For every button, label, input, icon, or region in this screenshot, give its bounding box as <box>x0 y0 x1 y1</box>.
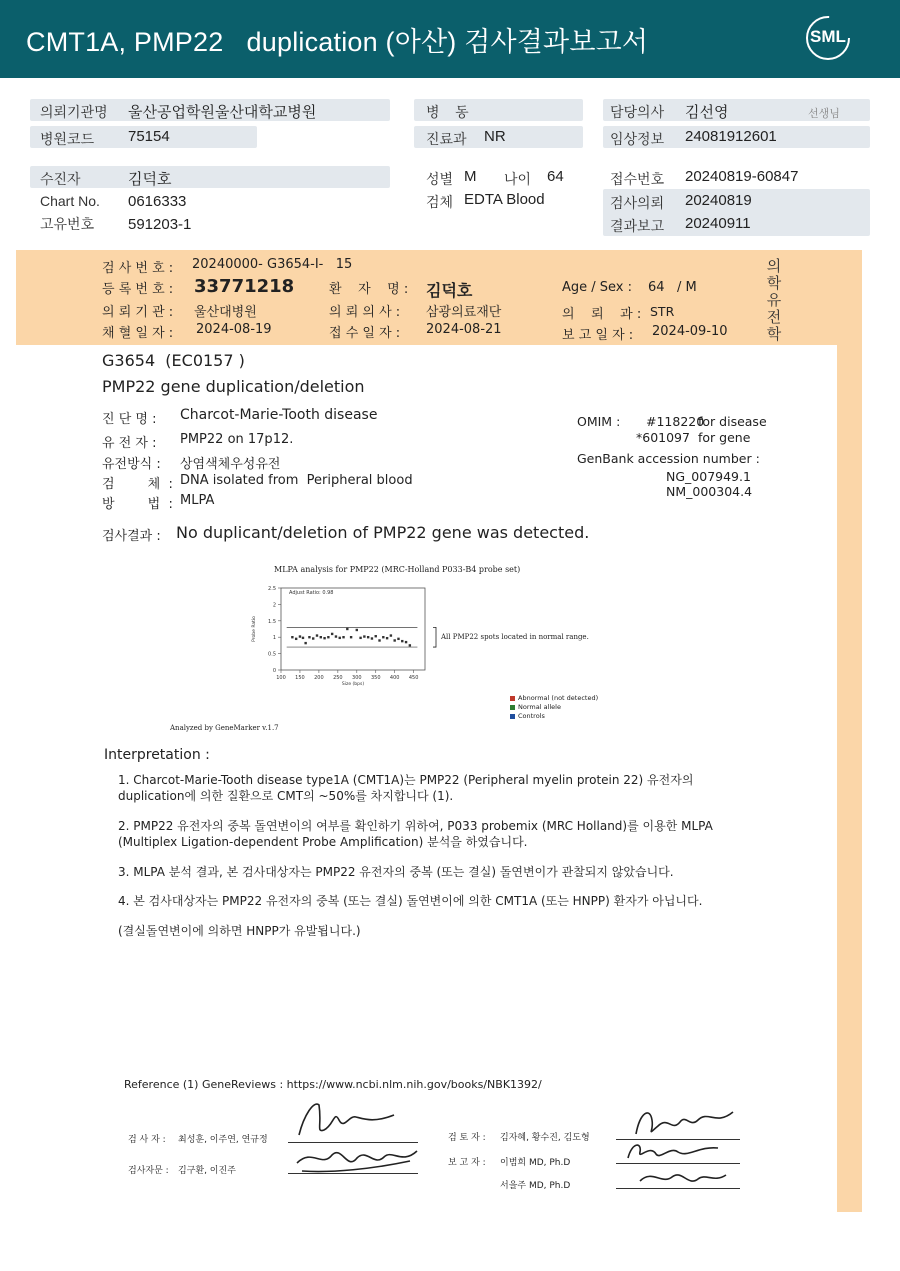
draw-date-value: 2024-08-19 <box>196 322 272 337</box>
chart-no-value: 0616333 <box>128 193 187 210</box>
patient-value: 김덕호 <box>128 171 172 188</box>
probe-point <box>299 635 301 637</box>
probe-point <box>320 636 322 638</box>
specimen-label: 검체 <box>426 194 454 210</box>
legend-swatch <box>510 714 515 719</box>
unique-no-value: 591203-1 <box>128 216 192 233</box>
report-title: CMT1A, PMP22 duplication (아산) 검사결과보고서 <box>26 27 649 57</box>
x-tick-label: 400 <box>389 675 400 681</box>
result-label: 검사결과 : <box>102 529 161 544</box>
inst-label: 의 뢰 기 관 : <box>102 305 174 320</box>
probe-point <box>378 639 380 641</box>
hospital-code-label: 병원코드 <box>40 131 95 147</box>
dept-value: NR <box>484 128 506 145</box>
reviewer-names: 김자혜, 황수진, 김도형 <box>500 1133 590 1143</box>
probe-point <box>327 636 329 638</box>
institution-label: 의뢰기관명 <box>40 104 108 120</box>
reference: Reference (1) GeneReviews : https://www.ncbi.nlm.nih.gov/books/NBK1392/ <box>124 1078 542 1091</box>
probe-point <box>346 628 348 630</box>
sex-value: M <box>464 168 477 185</box>
y-tick-label: 1.5 <box>268 618 276 625</box>
specimen-type-value: DNA isolated from Peripheral blood <box>180 473 413 488</box>
probe-point <box>350 636 352 638</box>
x-axis-label: Size (bps) <box>341 682 365 687</box>
probe-point <box>312 637 314 639</box>
x-tick-label: 350 <box>370 675 381 681</box>
method-value: MLPA <box>180 493 215 508</box>
interpretation-item: 3. MLPA 분석 결과, 본 검사대상자는 PMP22 유전자의 중복 (또는 결실) 돌연변이가 관찰되지 않았습니다. <box>118 865 674 879</box>
patient-label: 수진자 <box>40 171 81 187</box>
result-value: No duplicant/deletion of PMP22 gene was detected. <box>176 523 590 542</box>
interpretation-item: 1. Charcot-Marie-Tooth disease type1A (CMT1A)는 PMP22 (Peripheral myelin protein 22) 유전자의 duplication에 의한 질환으로 CMT의 ~50%를 차지합니다 (1). <box>118 773 694 803</box>
reporter2-signature <box>632 1165 732 1190</box>
reviewer-label: 검 토 자 : <box>448 1133 486 1143</box>
legend-swatch <box>510 696 515 701</box>
receipt-value: 20240819-60847 <box>685 168 799 185</box>
vertical-char: 학 <box>766 325 782 343</box>
genbank-ng: NG_007949.1 <box>666 469 751 484</box>
age-label: 나이 <box>504 171 532 187</box>
age-value: 64 <box>547 168 564 185</box>
institution-value: 울산공업학원울산대학교병원 <box>128 104 317 121</box>
req-dept-value: STR <box>650 304 675 319</box>
department-vertical-label <box>764 258 784 343</box>
x-tick-label: 250 <box>333 675 343 681</box>
test-name: PMP22 gene duplication/deletion <box>102 377 365 396</box>
test-no-label: 검 사 번 호 : <box>102 261 174 276</box>
reg-no-value: 33771218 <box>194 276 295 297</box>
genbank-nm: NM_000304.4 <box>666 484 753 499</box>
tester-names: 최성훈, 이주연, 연규정 <box>178 1135 268 1145</box>
report-date2-label: 보 고 일 자 : <box>562 328 634 343</box>
vertical-char: 전 <box>766 308 782 326</box>
specimen-type-label: 검 체 : <box>102 477 173 492</box>
probe-point <box>356 629 358 631</box>
probe-point <box>304 642 306 644</box>
reporter-name: 이범희 MD, Ph.D <box>500 1158 571 1168</box>
probe-point <box>335 635 337 637</box>
probe-point <box>371 637 373 639</box>
probe-point <box>409 644 411 646</box>
interpretation-heading: Interpretation : <box>104 747 210 763</box>
mlpa-chart <box>241 580 621 710</box>
probe-point <box>308 636 310 638</box>
receipt-date-label: 접 수 일 자 : <box>329 326 401 341</box>
request-label: 검사의뢰 <box>610 195 665 211</box>
test-no-value: 20240000- G3654-I- 15 <box>192 257 353 272</box>
report-header <box>0 0 900 78</box>
patient-name-label: 환 자 명 : <box>329 282 409 297</box>
x-tick-label: 300 <box>352 675 362 681</box>
sml-logo-text: SML <box>810 27 846 46</box>
omim-gene-note: for gene <box>698 430 751 445</box>
advisor-signature <box>292 1143 422 1178</box>
legend-label: Normal allele <box>518 703 561 711</box>
x-tick-label: 150 <box>295 675 305 681</box>
interpretation-item: 2. PMP22 유전자의 중복 돌연변이의 여부를 확인하기 위하여, P033 probemix (MRC Holland)를 이용한 MLPA (Multiplex Ligation-dependent Probe Amplification) 분석을 하였습니다. <box>118 819 713 849</box>
probe-point <box>397 638 399 640</box>
legend-abnormal <box>510 694 598 702</box>
gene-value: PMP22 on 17p12. <box>180 432 294 447</box>
probe-point <box>291 636 293 638</box>
chart-no-label: Chart No. <box>40 193 100 209</box>
probe-point <box>323 637 325 639</box>
reviewer-signature <box>628 1102 738 1140</box>
report-date-value: 20240911 <box>685 215 751 232</box>
report-date2-value: 2024-09-10 <box>652 324 728 339</box>
legend-label: Controls <box>518 712 545 720</box>
x-tick-label: 200 <box>314 675 324 681</box>
plot-frame <box>281 588 425 670</box>
vertical-char: 학 <box>766 274 782 292</box>
y-tick-label: 0.5 <box>268 651 276 658</box>
clinical-label: 임상정보 <box>610 131 665 147</box>
req-doc-value: 삼광의료재단 <box>426 305 502 320</box>
advisor-names: 김구환, 이진주 <box>178 1166 236 1176</box>
draw-date-label: 채 혈 일 자 : <box>102 326 174 341</box>
probe-point <box>316 634 318 636</box>
diagnosis-value: Charcot-Marie-Tooth disease <box>180 407 378 423</box>
scanned-report <box>16 250 862 1212</box>
dept-label: 진료과 <box>426 131 467 147</box>
y-tick-label: 1 <box>272 635 276 642</box>
omim-label: OMIM : <box>577 414 621 429</box>
probe-point <box>386 637 388 639</box>
interpretation-note: (결실돌연변이에 의하면 HNPP가 유발됩니다.) <box>118 924 361 938</box>
doctor-suffix: 선생님 <box>808 108 840 120</box>
probe-point <box>390 634 392 636</box>
gene-label: 유 전 자 : <box>102 436 157 451</box>
legend-normal <box>510 703 561 711</box>
doctor-label: 담당의사 <box>610 104 665 120</box>
receipt-date-value: 2024-08-21 <box>426 322 502 337</box>
probe-point <box>302 637 304 639</box>
omim-disease-note: for disease <box>698 414 767 429</box>
tester-signature <box>294 1095 404 1140</box>
age-sex-value: 64 / M <box>648 280 697 295</box>
chart-footer: Analyzed by GeneMarker v.1.7 <box>170 724 279 732</box>
reporter2-name: 서을주 MD, Ph.D <box>500 1181 571 1191</box>
vertical-char: 유 <box>766 291 782 309</box>
adjust-ratio-label: Adjust Ratio: 0.98 <box>289 590 334 596</box>
y-tick-label: 2.5 <box>268 586 276 592</box>
y-tick-label: 2 <box>272 602 276 609</box>
genbank-label: GenBank accession number : <box>577 451 760 466</box>
ward-label: 병 동 <box>426 104 469 120</box>
y-tick-label: 0 <box>272 668 276 674</box>
doctor-value: 김선영 <box>685 104 729 121</box>
inst-value: 울산대병원 <box>194 305 257 320</box>
normal-range-note: All PMP22 spots located in normal range. <box>441 633 589 642</box>
probe-point <box>393 639 395 641</box>
reporter-label: 보 고 자 : <box>448 1158 486 1168</box>
probe-point <box>363 635 365 637</box>
probe-point <box>382 636 384 638</box>
reporter-signature <box>622 1138 732 1166</box>
probe-point <box>375 635 377 637</box>
probe-point <box>359 637 361 639</box>
probe-point <box>339 637 341 639</box>
hospital-code-value: 75154 <box>128 128 170 145</box>
probe-point <box>367 636 369 638</box>
legend-swatch <box>510 705 515 710</box>
probe-point <box>295 638 297 640</box>
sex-label: 성별 <box>426 171 454 187</box>
test-code: G3654 (EC0157 ) <box>102 351 245 370</box>
scan-side-strip <box>837 345 862 1212</box>
y-axis-label: Probe Ratio <box>252 616 257 642</box>
req-dept-label: 의 뢰 과 : <box>562 307 642 322</box>
unique-no-label: 고유번호 <box>40 216 95 232</box>
clinical-value: 24081912601 <box>685 128 777 145</box>
chart-title: MLPA analysis for PMP22 (MRC-Holland P033-B4 probe set) <box>274 565 521 574</box>
probe-point <box>405 641 407 643</box>
normal-range-bracket <box>433 627 436 647</box>
receipt-label: 접수번호 <box>610 171 665 187</box>
age-sex-label: Age / Sex : <box>562 280 633 295</box>
probe-point <box>331 633 333 635</box>
reg-no-label: 등 록 번 호 : <box>102 282 174 297</box>
probe-point <box>401 640 403 642</box>
inheritance-value: 상염색체우성유전 <box>180 457 281 472</box>
specimen-value: EDTA Blood <box>464 191 545 208</box>
request-value: 20240819 <box>685 192 752 209</box>
omim-gene: *601097 <box>636 430 690 445</box>
advisor-label: 검사자문 : <box>128 1166 169 1176</box>
tester-label: 검 사 자 : <box>128 1135 166 1145</box>
req-doc-label: 의 뢰 의 사 : <box>329 305 401 320</box>
vertical-char: 의 <box>766 257 782 275</box>
legend-label: Abnormal (not detected) <box>518 694 599 702</box>
x-tick-label: 100 <box>276 675 286 681</box>
probe-point <box>342 636 344 638</box>
omim-disease: #118220 <box>646 414 705 429</box>
interpretation-item: 4. 본 검사대상자는 PMP22 유전자의 중복 (또는 결실) 돌연변이에 의한 CMT1A (또는 HNPP) 환자가 아닙니다. <box>118 894 703 908</box>
report-date-label: 결과보고 <box>610 218 665 234</box>
patient-name-value: 김덕호 <box>426 281 473 300</box>
legend-controls <box>510 712 545 720</box>
x-tick-label: 450 <box>408 675 419 681</box>
inheritance-label: 유전방식 : <box>102 457 161 472</box>
diagnosis-label: 진 단 명 : <box>102 412 157 427</box>
method-label: 방 법 : <box>102 497 173 512</box>
patient-row-bg <box>30 166 390 188</box>
